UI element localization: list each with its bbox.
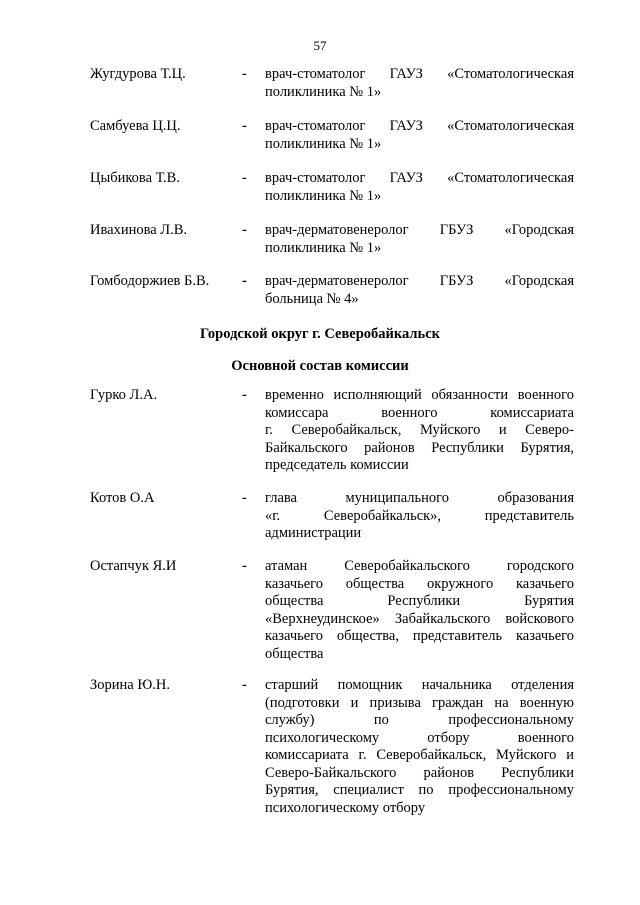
position-line: психологическому отбору — [265, 799, 426, 816]
position-line: глава муниципального образования — [265, 490, 574, 506]
position-line: службу) по профессиональному — [265, 712, 574, 728]
dash-separator: - — [242, 490, 247, 506]
dash-separator: - — [242, 558, 247, 574]
dash-separator: - — [242, 66, 247, 82]
person-position — [265, 490, 574, 543]
person-position — [265, 387, 574, 475]
position-line: председатель комиссии — [265, 457, 409, 473]
position-line: «Верхнеудинское» Забайкальского войскового — [265, 610, 574, 627]
position-line: Северо-Байкальского районов Республики — [265, 764, 574, 781]
position-line: врач-дерматовенеролог ГБУЗ «Городская — [265, 222, 574, 238]
position-line: поликлиника № 1» — [265, 135, 382, 152]
position-line: казачьего общества окружного казачьего — [265, 575, 574, 592]
position-line: поликлиника № 1» — [265, 83, 382, 100]
position-line: психологическому отбору военного — [265, 729, 574, 746]
position-line: врач-дерматовенеролог ГБУЗ «Городская — [265, 273, 574, 289]
position-line: врач-стоматолог ГАУЗ «Стоматологическая — [265, 170, 574, 186]
page-number: 57 — [313, 38, 327, 53]
position-line: старший помощник начальника отделения — [265, 677, 574, 693]
position-line: Байкальского районов Республики Бурятия, — [265, 439, 574, 456]
person-position — [265, 273, 574, 308]
position-line: (подготовки и призыва граждан на военную — [265, 694, 574, 711]
person-name: Ивахинова Л.В. — [90, 222, 188, 238]
person-position — [265, 66, 574, 101]
person-name: Самбуева Ц.Ц. — [90, 118, 181, 134]
position-line: врач-стоматолог ГАУЗ «Стоматологическая — [265, 118, 574, 134]
position-line: комиссариата г. Северобайкальск, Муйского и — [265, 747, 574, 763]
person-name: Цыбикова Т.В. — [90, 170, 180, 186]
position-line: временно исполняющий обязанности военного — [265, 387, 574, 403]
position-line: администрации — [265, 525, 362, 541]
position-line: «г. Северобайкальск», представитель — [265, 507, 574, 524]
dash-separator: - — [242, 118, 247, 134]
dash-separator: - — [242, 273, 247, 289]
person-name: Жугдурова Т.Ц. — [90, 66, 186, 82]
position-line: поликлиника № 1» — [265, 187, 382, 204]
dash-separator: - — [242, 222, 247, 238]
person-position — [265, 677, 574, 817]
person-position — [265, 170, 574, 205]
dash-separator: - — [242, 387, 247, 403]
position-line: Бурятия, специалист по профессиональному — [265, 782, 574, 798]
person-position — [265, 118, 574, 153]
person-position — [265, 222, 574, 257]
person-position — [265, 558, 574, 663]
dash-separator: - — [242, 170, 247, 186]
section-heading: Городской округ г. Северобайкальск — [199, 326, 441, 342]
person-name: Гомбодоржиев Б.В. — [90, 273, 210, 289]
person-name: Гурко Л.А. — [90, 387, 158, 403]
position-line: атаман Северобайкальского городского — [265, 558, 574, 574]
position-line: казачьего общества, представитель казачьего — [265, 628, 574, 644]
position-line: врач-стоматолог ГАУЗ «Стоматологическая — [265, 66, 574, 82]
person-name: Котов О.А — [90, 490, 155, 506]
person-name: Остапчук Я.И — [90, 558, 177, 574]
dash-separator: - — [242, 677, 247, 693]
position-line: общества — [265, 645, 324, 662]
position-line: поликлиника № 1» — [265, 239, 382, 256]
position-line: г. Северобайкальск, Муйского и Северо- — [265, 422, 574, 438]
position-line: больница № 4» — [265, 290, 359, 307]
position-line: комиссара военного комиссариата — [265, 404, 574, 421]
subsection-heading: Основной состав комиссии — [231, 358, 409, 374]
person-name: Зорина Ю.Н. — [90, 677, 170, 693]
position-line: общества Республики Бурятия — [265, 593, 574, 609]
